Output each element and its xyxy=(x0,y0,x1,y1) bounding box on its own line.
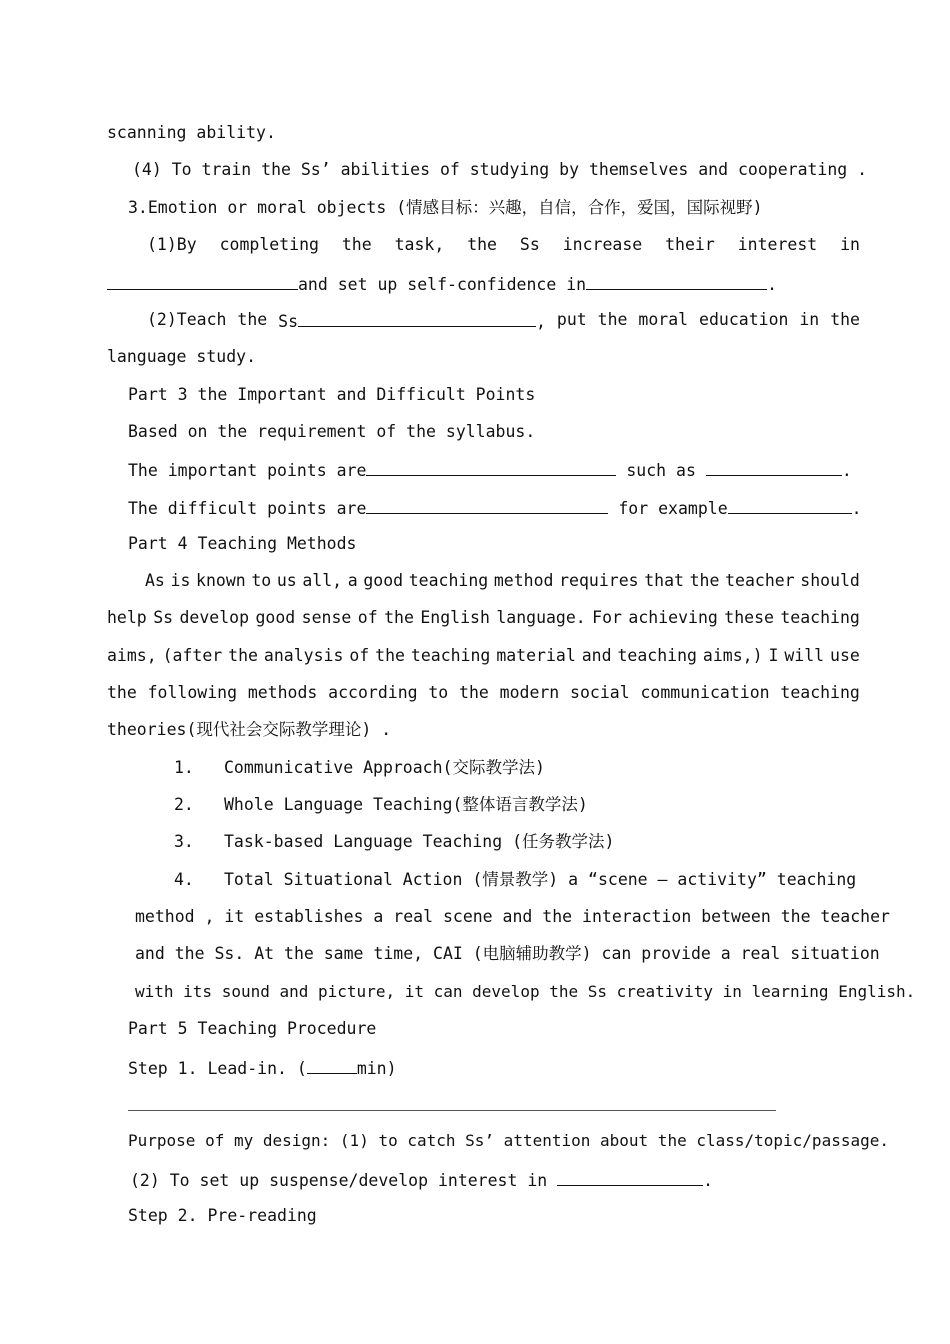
emotion-objective-1: (1)By completing the task, the Ss increase their interest in xyxy=(147,235,860,254)
methods-paragraph-line-3: aims, (after the analysis of the teaching material and teaching aims,) I will use xyxy=(107,646,860,665)
fill-blank xyxy=(557,1168,703,1186)
method-4-cont-3: with its sound and picture, it can develop the Ss creativity in learning English. xyxy=(135,982,916,1001)
method-4: 4. Total Situational Action (情景教学) a “scene — activity” teaching xyxy=(174,870,857,889)
method-4-cont-1: method , it establishes a real scene and the interaction between the teacher xyxy=(135,907,890,926)
purpose-line-1: Purpose of my design: (1) to catch Ss’ attention about the class/topic/passage. xyxy=(128,1131,889,1150)
method-1: 1. Communicative Approach(交际教学法) xyxy=(174,758,545,777)
fill-blank xyxy=(298,309,536,327)
line-scanning-ability: scanning ability. xyxy=(107,123,276,142)
line-language-study: language study. xyxy=(107,347,257,366)
answer-line xyxy=(128,1110,776,1111)
part-3-heading: Part 3 the Important and Difficult Points xyxy=(128,385,536,404)
methods-paragraph-line-4: the following methods according to the modern social communication teaching xyxy=(107,683,860,702)
objective-4: (4) To train the Ss’ abilities of studying by themselves and cooperating . xyxy=(132,160,868,179)
method-3: 3. Task-based Language Teaching (任务教学法) xyxy=(174,832,615,851)
part-4-heading: Part 4 Teaching Methods xyxy=(128,534,357,553)
fill-blank xyxy=(307,1056,357,1074)
method-4-cont-2: and the Ss. At the same time, CAI (电脑辅助教学) can provide a real situation xyxy=(135,944,880,963)
methods-paragraph-line-2: help Ss develop good sense of the English language. For achieving these teaching xyxy=(107,608,860,627)
fill-blank xyxy=(366,458,616,476)
fill-blank xyxy=(107,272,298,290)
step-1-lead-in: Step 1. Lead-in. ( min) xyxy=(128,1056,397,1078)
important-points-line: The important points are such as . xyxy=(128,458,852,480)
fill-blank xyxy=(366,496,608,514)
emotion-objective-1-cont: and set up self-confidence in . xyxy=(107,272,777,294)
emotion-objects-heading: 3.Emotion or moral objects (情感目标：兴趣，自信，合作，爱国，国际视野) xyxy=(128,198,763,217)
step-2-pre-reading: Step 2. Pre-reading xyxy=(128,1206,317,1225)
emotion-objective-2: (2)Teach the Ss , put the moral education in the xyxy=(147,310,860,331)
part-5-heading: Part 5 Teaching Procedure xyxy=(128,1019,377,1038)
fill-blank xyxy=(706,458,842,476)
difficult-points-line: The difficult points are for example . xyxy=(128,496,862,518)
fill-blank xyxy=(728,496,852,514)
syllabus-line: Based on the requirement of the syllabus. xyxy=(128,422,536,441)
purpose-line-2: (2) To set up suspense/develop interest in . xyxy=(130,1168,713,1190)
methods-paragraph-line-5: theories(现代社会交际教学理论) . xyxy=(107,720,392,739)
method-2: 2. Whole Language Teaching(整体语言教学法) xyxy=(174,795,588,814)
methods-paragraph-line-1: As is known to us all, a good teaching method requires that the teacher should xyxy=(145,571,860,590)
fill-blank xyxy=(586,272,767,290)
